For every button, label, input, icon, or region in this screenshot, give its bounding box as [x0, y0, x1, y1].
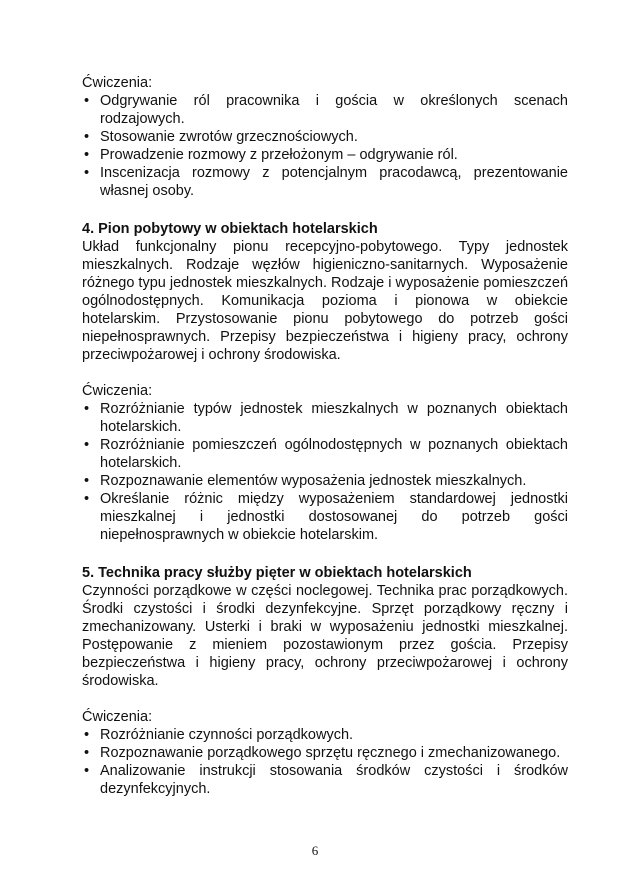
section-heading: 4. Pion pobytowy w obiektach hotelarskich	[82, 221, 378, 237]
exercise-item: • Rozróżnianie pomieszczeń ogólnodostępnych w poznanych obiektach hotelarskich.	[82, 436, 568, 472]
document-page	[82, 74, 568, 798]
exercise-item: • Stosowanie zwrotów grzecznościowych.	[82, 128, 568, 146]
exercise-list	[82, 92, 568, 200]
exercises-label: Ćwiczenia:	[82, 709, 153, 725]
section-heading: 5. Technika pracy służby pięter w obiektach hotelarskich	[82, 565, 472, 581]
section-body: Czynności porządkowe w części noclegowej. Technika prac porządkowych. Środki czystości i środki dezynfekcyjne. Sprzęt porządkowy ręczny i zmechanizowany. Usterki i braki w wyposażeniu jednostki mieszkalnej. Postępowanie z mieniem pozostawionym przez gościa. Przepisy bezpieczeństwa i higieny pracy, ochrony przeciwpożarowej i ochrony środowiska.	[82, 583, 568, 689]
exercise-item: • Określanie różnic między wyposażeniem standardowej jednostki mieszkalnej i jednostki dostosowanej do potrzeb gości niepełnosprawnych w obiekcie hotelarskim.	[82, 490, 568, 544]
exercise-list	[82, 400, 568, 544]
exercise-item: • Rozróżnianie czynności porządkowych.	[82, 726, 568, 744]
exercise-item: • Inscenizacja rozmowy z potencjalnym pracodawcą, prezentowanie własnej osoby.	[82, 164, 568, 200]
exercise-item: • Odgrywanie ról pracownika i gościa w określonych scenach rodzajowych.	[82, 92, 568, 128]
exercises-label: Ćwiczenia:	[82, 383, 153, 399]
exercise-item: • Rozpoznawanie elementów wyposażenia jednostek mieszkalnych.	[82, 472, 568, 490]
exercise-item: • Rozpoznawanie porządkowego sprzętu ręcznego i zmechanizowanego.	[82, 744, 568, 762]
page-number: 6	[311, 843, 319, 858]
exercise-item: • Analizowanie instrukcji stosowania środków czystości i środków dezynfekcyjnych.	[82, 762, 568, 798]
exercise-item: • Prowadzenie rozmowy z przełożonym – odgrywanie ról.	[82, 146, 568, 164]
exercise-list	[82, 726, 568, 798]
exercises-label: Ćwiczenia:	[82, 75, 153, 91]
exercise-item: • Rozróżnianie typów jednostek mieszkalnych w poznanych obiektach hotelarskich.	[82, 400, 568, 436]
section-body: Układ funkcjonalny pionu recepcyjno-pobytowego. Typy jednostek mieszkalnych. Rodzaje węzłów higieniczno-sanitarnych. Wyposażenie różnego typu jednostek mieszkalnych. Rodzaje i wyposażenie pomieszczeń ogólnodostępnych. Komunikacja pozioma i pionowa w obiekcie hotelarskim. Przystosowanie pionu pobytowego do potrzeb gości niepełnosprawnych. Przepisy bezpieczeństwa i higieny pracy, ochrony przeciwpożarowej i ochrony środowiska.	[82, 239, 569, 363]
